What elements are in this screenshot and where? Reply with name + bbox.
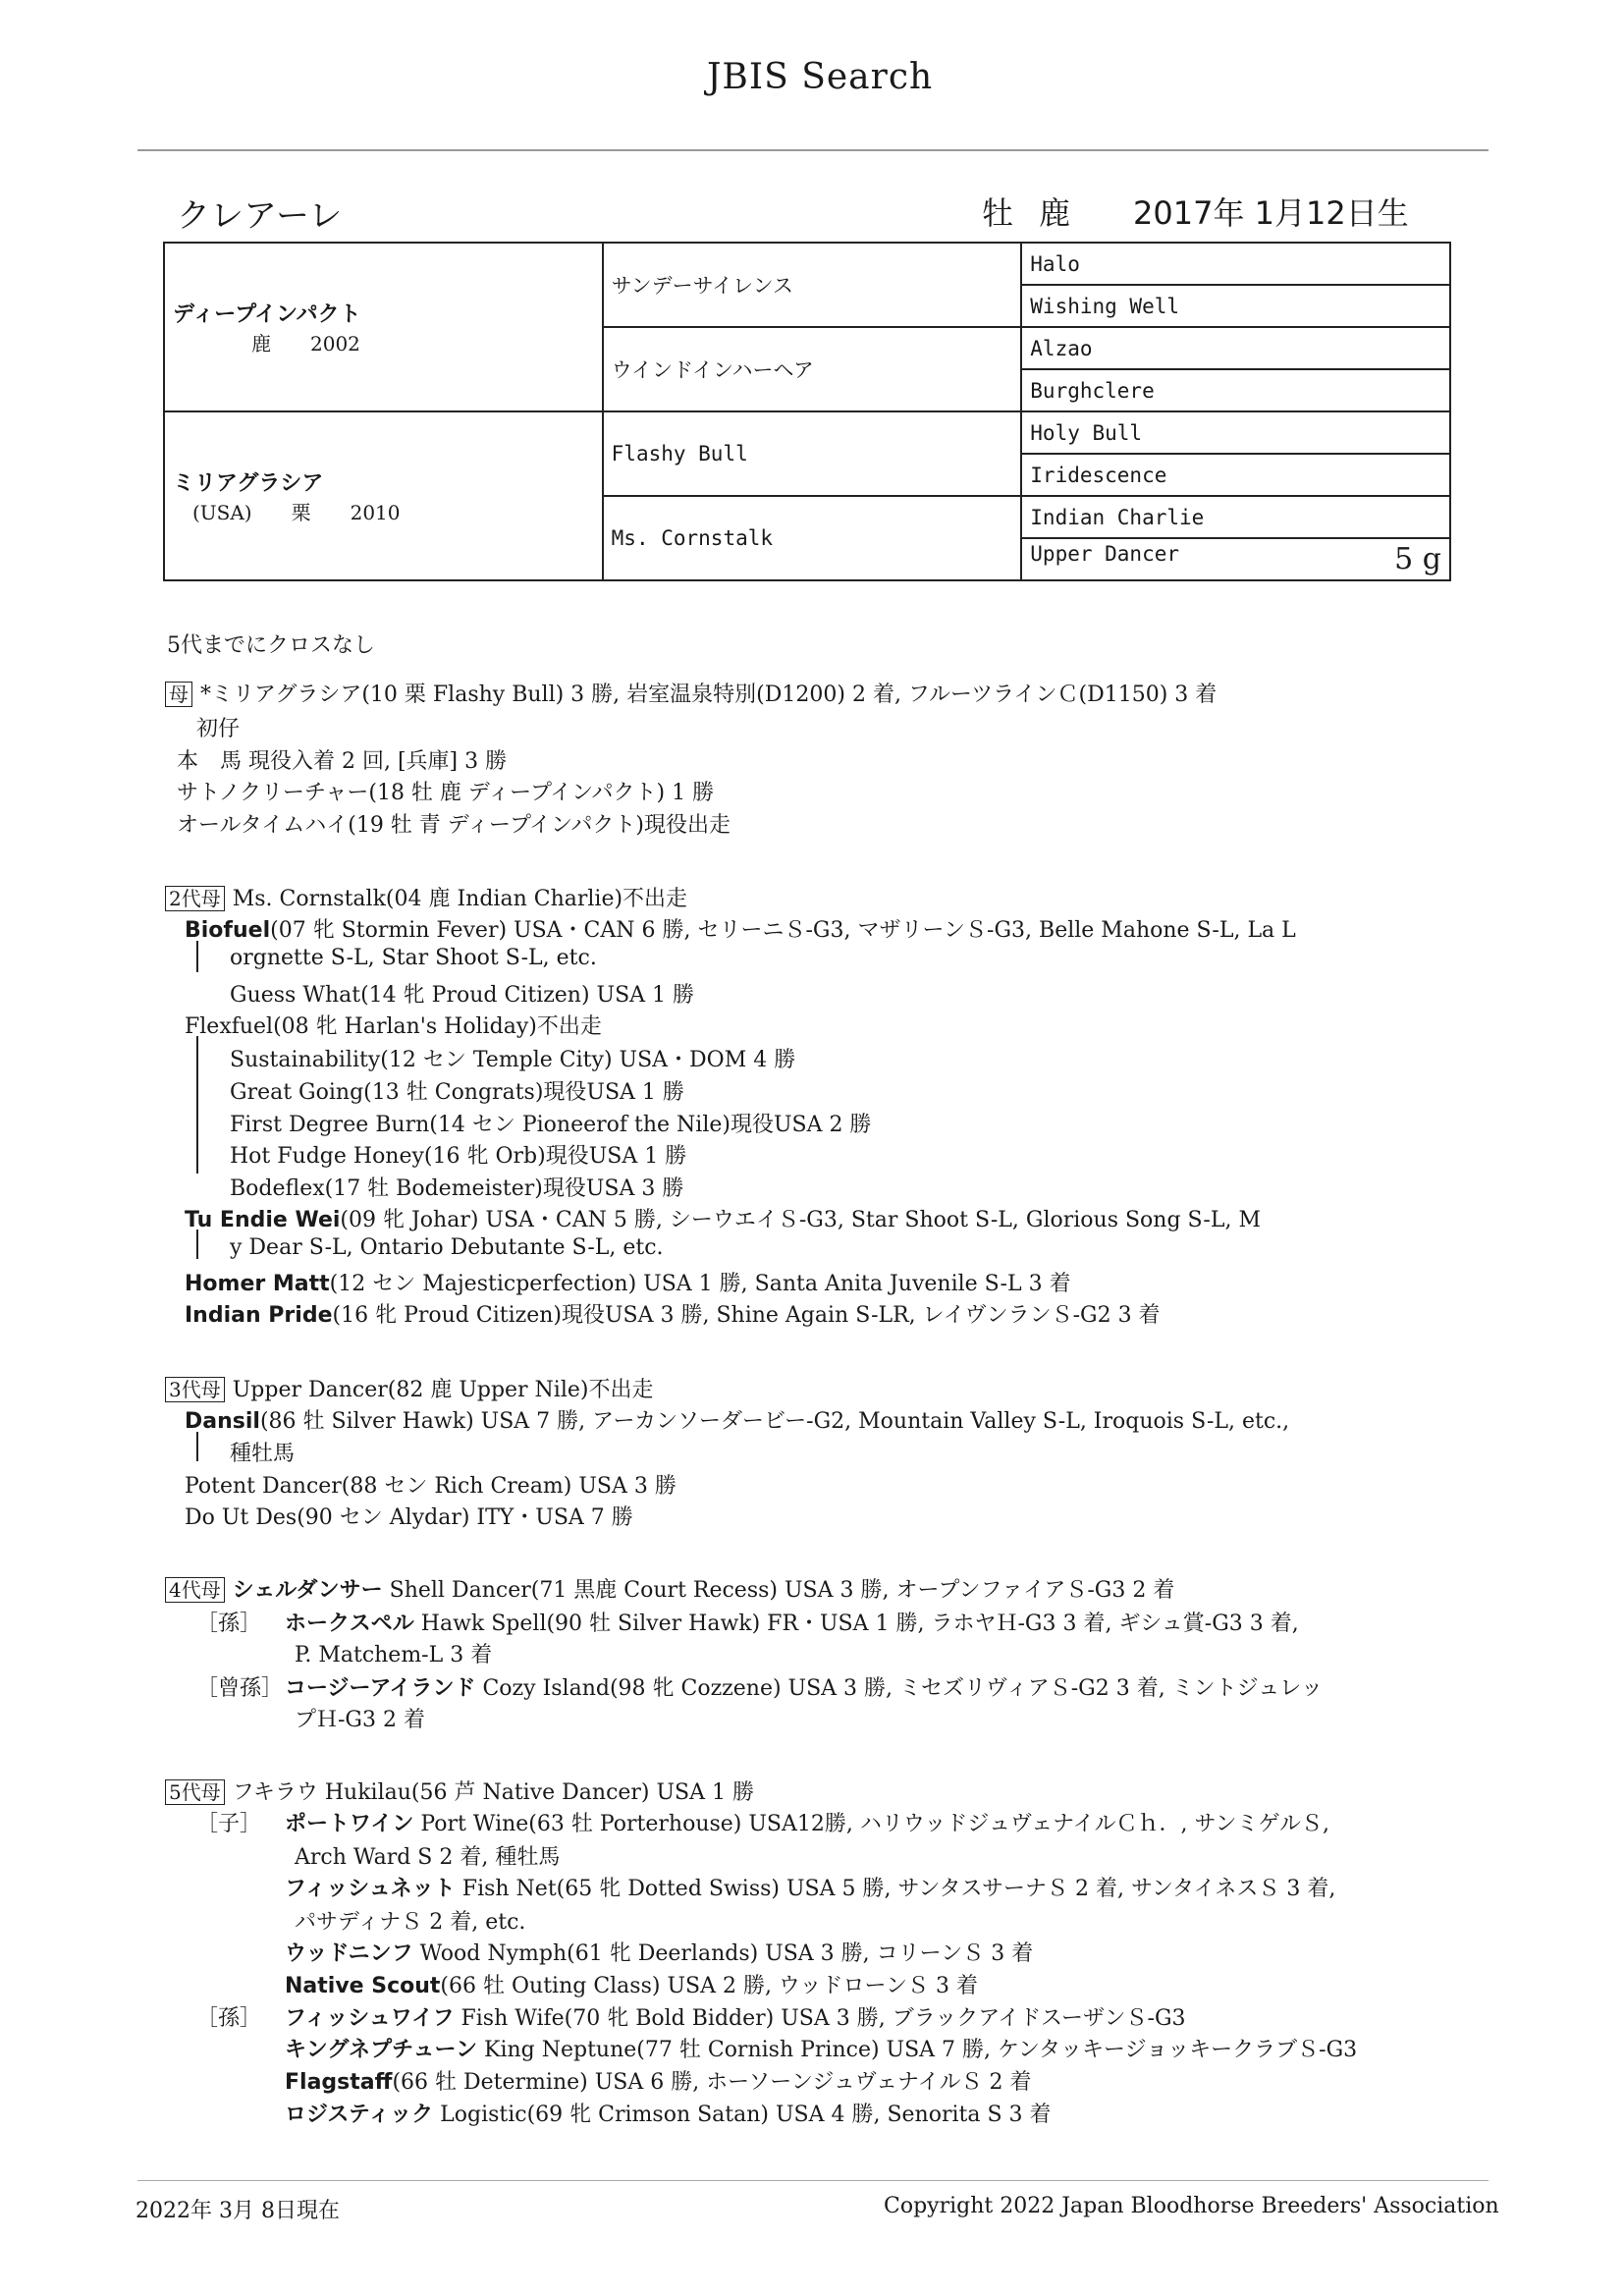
family-line — [177, 776, 714, 806]
family-line — [165, 678, 1217, 708]
footer-copyright: Copyright 2022 Japan Bloodhorse Breeders' Association — [884, 2194, 1499, 2218]
inbreed-gen: 5 g — [1394, 542, 1441, 576]
header-rule — [137, 149, 1489, 151]
line-text: プＨ-G3 2 着 — [295, 1708, 425, 1732]
family-line — [285, 1872, 1335, 1902]
line-text: 種牡馬 — [230, 1442, 296, 1466]
family-line — [185, 1010, 602, 1040]
pedigree-gen2: ウインドインハーヘア — [603, 327, 1022, 411]
family-line — [185, 913, 1296, 944]
bracket-line — [196, 1036, 198, 1174]
pedigree-gen3: Wishing Well — [1021, 285, 1450, 327]
generation-tag: 母 — [165, 682, 192, 707]
relation-label: ［孫］ — [196, 2006, 262, 2031]
line-text: King Neptune(77 牡 Cornish Prince) USA 7 勝, ケンタッキージョッキークラブＳ-G3 — [477, 2038, 1358, 2062]
pedigree-gen2: Flashy Bull — [603, 411, 1022, 496]
line-text: Logistic(69 牝 Crimson Satan) USA 4 勝, Senorita S 3 着 — [433, 2103, 1052, 2127]
line-text: Wood Nymph(61 牝 Deerlands) USA 3 勝, コリーンＳ 3 着 — [412, 1941, 1034, 1966]
sire-info: 鹿 2002 — [251, 332, 360, 355]
horse-name-bold: コージーアイランド — [285, 1676, 476, 1701]
line-text: Flexfuel(08 牝 Harlan's Holiday)不出走 — [185, 1014, 602, 1039]
family-line — [196, 1671, 1323, 1702]
family-line — [230, 1075, 684, 1106]
horse-name-bold: フィッシュネット — [285, 1877, 456, 1901]
horse-name-bold: キングネプチューン — [285, 2038, 478, 2062]
line-text: Guess What(14 牝 Proud Citizen) USA 1 勝 — [230, 983, 695, 1008]
line-text: フキラウ Hukilau(56 芦 Native Dancer) USA 1 勝 — [232, 1780, 754, 1805]
pedigree-gen2: サンデーサイレンス — [603, 243, 1022, 327]
horse-birth: 2017年 1月12日生 — [1133, 194, 1409, 232]
family-line — [230, 1139, 686, 1170]
family-line — [165, 882, 687, 912]
line-text: オールタイムハイ(19 牡 青 ディープインパクト)現役出走 — [177, 813, 731, 838]
horse-name-bold: Dansil — [185, 1409, 260, 1434]
horse-name: クレアーレ — [177, 196, 343, 236]
line-text: Do Ut Des(90 セン Alydar) ITY・USA 7 勝 — [185, 1505, 633, 1530]
line-text: 本 馬 現役入着 2 回, [兵庫] 3 勝 — [177, 749, 508, 774]
line-text: Arch Ward S 2 着, 種牡馬 — [295, 1845, 561, 1870]
horse-name-bold: ホークスペル — [285, 1612, 414, 1636]
line-text: (86 牡 Silver Hawk) USA 7 勝, アーカンソーダービー-G2, Mountain Valley S-L, Iroquois S-L, etc., — [259, 1409, 1290, 1434]
horse-name-bold: Biofuel — [185, 918, 271, 943]
horse-name-bold: ポートワイン — [285, 1812, 414, 1836]
bracket-line — [196, 1432, 198, 1461]
line-text: *ミリアグラシア(10 栗 Flashy Bull) 3 勝, 岩室温泉特別(D1200) 2 着, フルーツラインＣ(D1150) 3 着 — [200, 683, 1218, 707]
line-text: Shell Dancer(71 黒鹿 Court Recess) USA 3 勝, オープンファイアＳ-G3 2 着 — [382, 1578, 1175, 1603]
family-line — [196, 1807, 1329, 1837]
generation-tag: 3代母 — [165, 1377, 225, 1402]
sire-name: ディープインパクト — [173, 302, 361, 327]
line-text: Cozy Island(98 牝 Cozzene) USA 3 勝, ミセズリヴィアＳ-G2 3 着, ミントジュレッ — [475, 1676, 1324, 1701]
line-text: Upper Dancer(82 鹿 Upper Nile)不出走 — [232, 1378, 654, 1402]
pedigree-table — [163, 242, 1451, 581]
family-line — [285, 1937, 1033, 1967]
line-text: Sustainability(12 セン Temple City) USA・DOM 4 勝 — [230, 1048, 796, 1072]
family-line — [295, 1703, 425, 1733]
dam-cell — [164, 411, 603, 580]
family-line — [230, 1235, 664, 1260]
horse-color: 鹿 — [1039, 194, 1071, 232]
family-line — [285, 2033, 1357, 2063]
generation-tag: 2代母 — [165, 886, 225, 911]
family-line — [196, 712, 240, 742]
pedigree-gen3: Burghclere — [1021, 369, 1450, 411]
family-line — [177, 808, 731, 839]
line-text: Bodeflex(17 牡 Bodemeister)現役USA 3 勝 — [230, 1176, 684, 1201]
line-text: (12 セン Majesticperfection) USA 1 勝, Santa Anita Juvenile S-L 3 着 — [329, 1272, 1071, 1296]
relation-label: ［孫］ — [196, 1612, 262, 1636]
pedigree-gen2: Ms. Cornstalk — [603, 496, 1022, 580]
line-text: Great Going(13 牡 Congrats)現役USA 1 勝 — [230, 1080, 684, 1105]
family-line — [165, 1776, 754, 1806]
footer-date: 2022年 3月 8日現在 — [135, 2199, 340, 2223]
pedigree-gen3: Iridescence — [1021, 454, 1450, 496]
family-line — [230, 1437, 295, 1467]
line-text: (66 牡 Outing Class) USA 2 勝, ウッドローンＳ 3 着 — [440, 1974, 979, 1998]
pedigree-gen3: Indian Charlie — [1021, 496, 1450, 538]
family-line — [185, 1469, 677, 1500]
family-line — [165, 1573, 1174, 1604]
horse-name-bold: ロジスティック — [285, 2103, 434, 2127]
bracket-line — [196, 941, 198, 972]
relation-label: ［曾孫］ — [196, 1676, 284, 1701]
family-line — [230, 1108, 871, 1138]
family-line — [295, 1905, 525, 1936]
family-line — [230, 1172, 683, 1202]
family-line — [177, 744, 507, 775]
pedigree-gen3: Alzao — [1021, 327, 1450, 369]
bracket-line — [196, 1230, 198, 1259]
line-text: 初仔 — [196, 717, 241, 741]
horse-name-bold: Indian Pride — [185, 1303, 333, 1328]
horse-name-bold: シェルダンサー — [232, 1578, 383, 1603]
line-text: Fish Net(65 牝 Dotted Swiss) USA 5 勝, サンタスサーナＳ 2 着, サンタイネスＳ 3 着, — [455, 1877, 1336, 1901]
line-text: Fish Wife(70 牝 Bold Bidder) USA 3 勝, ブラックアイドスーザンＳ-G3 — [454, 2006, 1186, 2031]
family-line — [185, 1404, 1289, 1435]
line-text: (16 牝 Proud Citizen)現役USA 3 勝, Shine Again S-LR, レイヴンランＳ-G2 3 着 — [332, 1303, 1161, 1328]
family-line — [285, 1969, 978, 1999]
family-line — [230, 978, 694, 1009]
family-line — [285, 2065, 1031, 2096]
line-text: P. Matchem-L 3 着 — [295, 1643, 493, 1667]
horse-name-bold: ウッドニンフ — [285, 1941, 413, 1966]
horse-name-bold: Homer Matt — [185, 1272, 330, 1296]
family-line — [185, 1501, 633, 1531]
relation-label: ［子］ — [196, 1812, 262, 1836]
pedigree-gen3: Halo — [1021, 243, 1450, 285]
horse-sex: 牡 — [982, 194, 1014, 232]
dam-name: ミリアグラシア — [173, 471, 324, 496]
line-text: Hot Fudge Honey(16 牝 Orb)現役USA 1 勝 — [230, 1144, 687, 1169]
dam-info: (USA) 栗 2010 — [192, 501, 401, 524]
jbis-logo: JBIS Search — [707, 57, 934, 97]
family-line — [295, 1840, 560, 1871]
horse-name-bold: Tu Endie Wei — [185, 1208, 341, 1232]
line-text: Ms. Cornstalk(04 鹿 Indian Charlie)不出走 — [232, 887, 688, 911]
family-line — [285, 2098, 1052, 2128]
family-line — [185, 1203, 1261, 1233]
horse-meta — [982, 189, 1435, 234]
line-text: サトノクリーチャー(18 牡 鹿 ディープインパクト) 1 勝 — [177, 781, 715, 805]
family-line — [185, 1298, 1161, 1329]
cross-note: 5代までにクロスなし — [167, 633, 375, 658]
line-text: First Degree Burn(14 セン Pioneerof the Nile)現役USA 2 勝 — [230, 1113, 872, 1137]
footer-rule — [137, 2180, 1489, 2181]
horse-name-bold: Native Scout — [285, 1974, 441, 1998]
line-text: Potent Dancer(88 セン Rich Cream) USA 3 勝 — [185, 1474, 677, 1499]
line-text: Hawk Spell(90 牡 Silver Hawk) FR・USA 1 勝, ラホヤＨ-G3 3 着, ギシュ賞-G3 3 着, — [413, 1612, 1299, 1636]
horse-name-bold: Flagstaff — [285, 2070, 393, 2095]
line-text: (09 牝 Johar) USA・CAN 5 勝, シーウエイＳ-G3, Star Shoot S-L, Glorious Song S-L, M — [340, 1208, 1261, 1232]
family-line — [230, 946, 597, 970]
generation-tag: 4代母 — [165, 1577, 225, 1603]
family-line — [196, 1607, 1299, 1637]
line-text: y Dear S-L, Ontario Debutante S-L, etc. — [230, 1235, 664, 1260]
line-text: orgnette S-L, Star Shoot S-L, etc. — [230, 946, 597, 970]
generation-tag: 5代母 — [165, 1779, 225, 1805]
line-text: Port Wine(63 牡 Porterhouse) USA12勝, ハリウッドジュヴェナイルＣｈ．, サンミゲルＳ, — [413, 1812, 1329, 1836]
line-text: (07 牝 Stormin Fever) USA・CAN 6 勝, セリーニＳ-G3, マザリーンＳ-G3, Belle Mahone S-L, La L — [270, 918, 1296, 943]
horse-name-bold: フィッシュワイフ — [285, 2006, 455, 2031]
family-line — [230, 1043, 795, 1073]
line-text: (66 牡 Determine) USA 6 勝, ホーソーンジュヴェナイルＳ 2 着 — [392, 2070, 1032, 2095]
family-line — [185, 1267, 1071, 1297]
line-text: パサディナＳ 2 着, etc. — [295, 1910, 526, 1935]
sire-cell — [164, 243, 603, 411]
family-line — [196, 2001, 1186, 2032]
pedigree-gen3-last: Upper Dancer 5 g — [1021, 538, 1450, 580]
pedigree-gen3: Holy Bull — [1021, 411, 1450, 454]
family-line — [295, 1638, 492, 1668]
family-line — [165, 1373, 653, 1403]
